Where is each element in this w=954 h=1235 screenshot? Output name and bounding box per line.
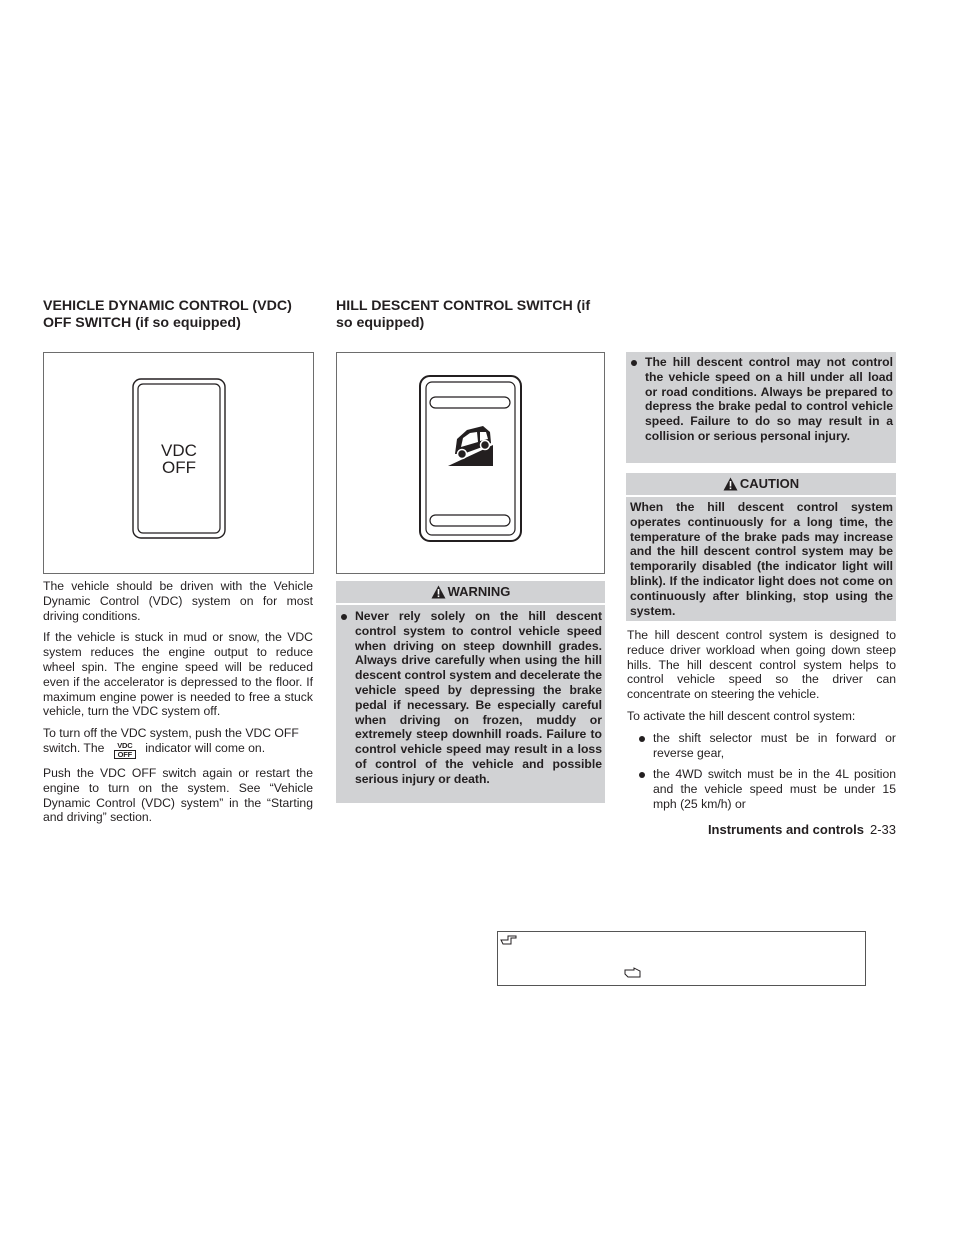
vdc-switch-label: VDC OFF <box>161 441 197 477</box>
warning-continued-panel <box>626 352 896 463</box>
caution-triangle-icon <box>723 477 738 491</box>
vdc-paragraph-4: Push the VDC OFF switch again or restart the engine to turn on the system. See “Vehicle Dynamic Control (VDC) system” in the “Starting and driving” section. <box>43 765 313 825</box>
warning-header: WARNING <box>336 581 605 603</box>
hdc-bullet-2: the 4WD switch must be in the 4L position and the vehicle speed must be under 15 mph (25 km/h) or <box>636 767 896 811</box>
caution-panel <box>626 473 896 621</box>
page-footer <box>626 822 896 837</box>
caution-text: When the hill descent control system operates continuously for a long time, the temperature of the brake pads may increase and the hill descent control system may be temporarily disabled (the indicator light will blink). If the indicator light does not come on continuously after blinking, stop using the system. <box>630 500 893 618</box>
vdc-body <box>43 579 313 832</box>
hdc-switch-illustration <box>337 353 604 573</box>
pointing-hand-icon <box>500 934 518 946</box>
vdc-paragraph-2: If the vehicle is stuck in mud or snow, the VDC system reduces the engine output to reduce wheel spin. The engine speed will be reduced even if the accelerator is depressed to the floor. If maximum engine power is needed to free a stuck vehicle, turn the VDC system off. <box>43 630 313 719</box>
hdc-body <box>627 628 896 819</box>
warning-panel <box>336 581 605 803</box>
vdc-section-heading: VEHICLE DYNAMIC CONTROL (VDC) OFF SWITCH (if so equipped) <box>43 298 292 331</box>
footer-section: Instruments and controls <box>707 822 864 837</box>
vdc-paragraph-3: To turn off the VDC system, push the VDC OFF switch. The VDC OFF indicator will come on. <box>43 726 299 759</box>
hdc-paragraph-2: To activate the hill descent control system: <box>627 708 856 723</box>
reference-box <box>497 931 866 986</box>
hdc-switch-figure <box>336 352 605 574</box>
vdc-off-indicator-icon: VDC OFF <box>114 742 136 759</box>
pointing-hand-icon-2 <box>624 967 642 979</box>
footer-page-number: 2-33 <box>869 822 896 837</box>
warning-bullet: Never rely solely on the hill descent control system to control vehicle speed when driving on steep downhill grades. Always drive carefully when using the hill descent control system and decelerate the vehicle speed by depressing the brake pedal if necessary. Be especially careful when driving on frozen, muddy or extremely steep downhill roads. Failure to control vehicle speed may result in a loss of control of the vehicle and possible serious injury or death. <box>338 609 602 787</box>
caution-header: CAUTION <box>626 473 896 495</box>
hdc-section-heading: HILL DESCENT CONTROL SWITCH (if so equipped) <box>336 298 591 331</box>
warning-continued-bullet: The hill descent control may not control the vehicle speed on a hill under all load or road conditions. Always be prepared to depress the brake pedal to control vehicle speed. Failure to do so may result in a collision or serious personal injury. <box>628 355 893 444</box>
hdc-paragraph-1: The hill descent control system is designed to reduce driver workload when going down steep hills. The hill descent control system helps to control vehicle speed so the driver can concentrate on steering the vehicle. <box>627 628 896 702</box>
vdc-switch-figure <box>43 352 314 574</box>
hdc-bullet-1: the shift selector must be in forward or reverse gear, <box>636 731 896 761</box>
warning-triangle-icon <box>431 585 446 599</box>
vdc-paragraph-1: The vehicle should be driven with the Vehicle Dynamic Control (VDC) system on for most driving conditions. <box>43 579 313 623</box>
